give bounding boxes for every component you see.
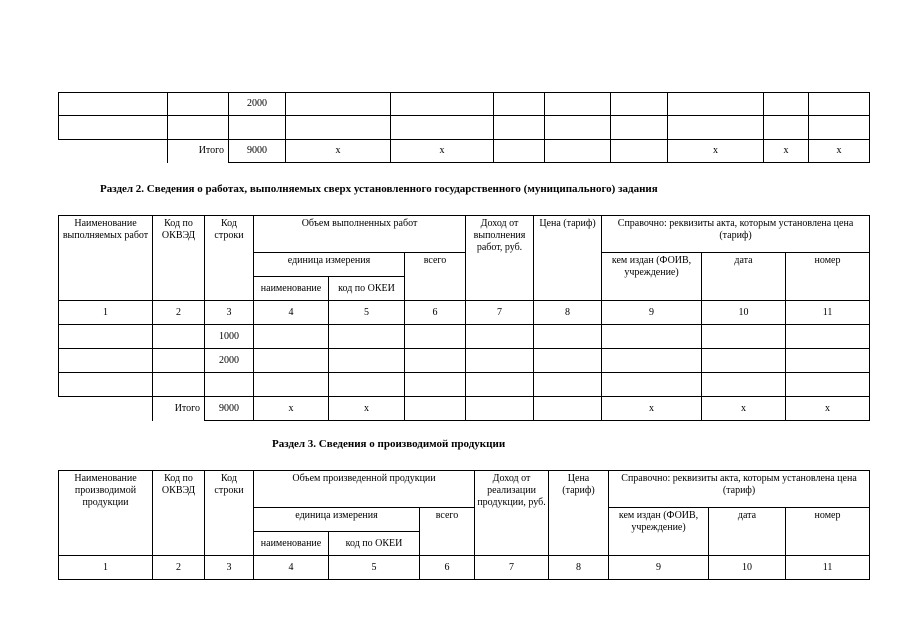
header-income: Доход от выполнения работ, руб.: [466, 216, 534, 301]
header-unit-name: наименование: [254, 532, 329, 556]
table-row: [59, 349, 870, 373]
header-total: всего: [420, 508, 475, 556]
total-code: 9000: [229, 140, 286, 163]
column-numbers-row: 1 2 3 4 5 6 7 8 9 10 11: [59, 301, 870, 325]
table-row: [59, 116, 870, 140]
header-date: дата: [709, 508, 786, 556]
header-volume: Объем выполненных работ: [254, 216, 466, 253]
total-row: Итого 9000 x x x x x: [59, 140, 870, 163]
header-issuer: кем издан (ФОИВ, учреждение): [609, 508, 709, 556]
header-date: дата: [702, 253, 786, 301]
section2-title: Раздел 2. Сведения о работах, выполняемых сверх установленного государственного (муниципального) задания: [100, 183, 658, 195]
header-total: всего: [405, 253, 466, 301]
header-okved: Код по ОКВЭД: [153, 471, 205, 556]
header-row: [59, 471, 870, 508]
header-name: Наименование производимой продукции: [59, 471, 153, 556]
table-row: [59, 373, 870, 397]
total-label: Итого: [153, 397, 205, 421]
header-number: номер: [786, 253, 870, 301]
header-okei: код по ОКЕИ: [329, 277, 405, 301]
header-income: Доход от реализации продукции, руб.: [475, 471, 549, 556]
header-ref: Справочно: реквизиты акта, которым установлена цена (тариф): [609, 471, 870, 508]
header-number: номер: [786, 508, 870, 556]
header-name: Наименование выполняемых работ: [59, 216, 153, 301]
row-code: [205, 373, 254, 397]
header-row-code: Код строки: [205, 471, 254, 556]
header-price: Цена (тариф): [549, 471, 609, 556]
cell: [59, 93, 168, 116]
total-row: Итого 9000 x x x x x: [59, 397, 870, 421]
header-volume: Объем произведенной продукции: [254, 471, 475, 508]
header-okei: код по ОКЕИ: [329, 532, 420, 556]
header-okved: Код по ОКВЭД: [153, 216, 205, 301]
table-section2: [58, 215, 870, 421]
table-row: [59, 93, 870, 116]
table-section1-continuation: [58, 92, 870, 163]
section3-title: Раздел 3. Сведения о производимой продукции: [272, 438, 506, 450]
header-unit-name: наименование: [254, 277, 329, 301]
header-unit: единица измерения: [254, 508, 420, 532]
row-code: 1000: [205, 325, 254, 349]
header-unit: единица измерения: [254, 253, 405, 277]
column-numbers-row: 1 2 3 4 5 6 7 8 9 10 11: [59, 556, 870, 580]
header-row: [59, 216, 870, 253]
total-code: 9000: [205, 397, 254, 421]
header-ref: Справочно: реквизиты акта, которым установлена цена (тариф): [602, 216, 870, 253]
header-price: Цена (тариф): [534, 216, 602, 301]
row-code: 2000: [205, 349, 254, 373]
row-code: 2000: [229, 93, 286, 116]
header-row-code: Код строки: [205, 216, 254, 301]
table-row: [59, 325, 870, 349]
table-section3: [58, 470, 870, 580]
total-label: Итого: [168, 140, 229, 163]
cell: [168, 93, 229, 116]
header-issuer: кем издан (ФОИВ, учреждение): [602, 253, 702, 301]
